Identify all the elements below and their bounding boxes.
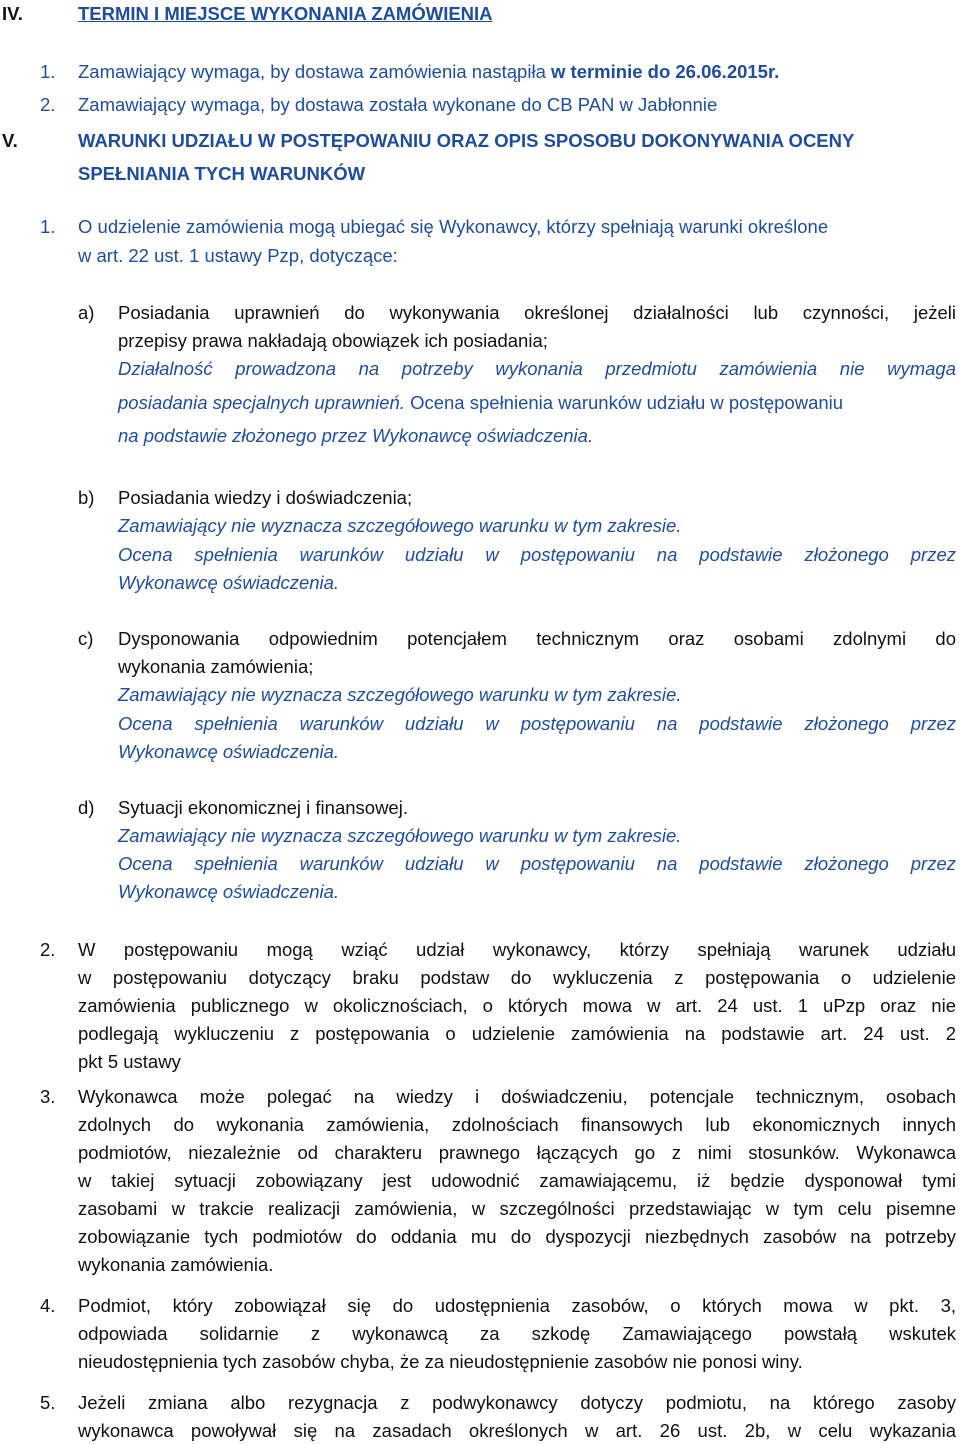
v-p1-num: 1.: [40, 216, 56, 237]
section-iv-numeral: IV.: [2, 3, 23, 24]
v-d-line2: Zamawiający nie wyznacza szczegółowego warunku w tym zakresie.: [118, 825, 682, 846]
v-p5-num: 5.: [40, 1392, 56, 1413]
v-a-letter: a): [78, 302, 95, 323]
section-v-numeral: V.: [2, 130, 18, 151]
v-b-line4: Wykonawcę oświadczenia.: [118, 572, 340, 593]
v-p4-line2: odpowiada solidarnie z wykonawcą za szkodę Zamawiającego powstałą wskutek: [78, 1323, 956, 1344]
section-iv-title: TERMIN I MIEJSCE WYKONANIA ZAMÓWIENIA: [78, 3, 493, 24]
v-p2-line3: zamówienia publicznego w okolicznościach, o których mowa w art. 24 ust. 1 uPzp oraz nie: [78, 995, 956, 1016]
v-d-line4: Wykonawcę oświadczenia.: [118, 881, 340, 902]
v-p2-line4: podlegają wykluczeniu z postępowania o udzielenie zamówienia na podstawie art. 24 ust. 2: [78, 1023, 956, 1044]
v-a-line4: [118, 392, 843, 414]
section-iv-item2-num: 2.: [40, 94, 56, 115]
section-v-title-line2: SPEŁNIANIA TYCH WARUNKÓW: [78, 163, 366, 184]
v-p2-line1: W postępowaniu mogą wziąć udział wykonawcy, którzy spełniają warunek udziału: [78, 939, 956, 960]
v-p2-line2: w postępowaniu dotyczący braku podstaw do wykluczenia z postępowania o udzielenie: [78, 967, 956, 988]
v-b-line3: Ocena spełnienia warunków udziału w postępowaniu na podstawie złożonego przez: [118, 544, 956, 565]
v-a-line1: Posiadania uprawnień do wykonywania określonej działalności lub czynności, jeżeli: [118, 302, 956, 323]
v-p3-line7: wykonania zamówienia.: [78, 1254, 274, 1275]
v-c-line4: Ocena spełnienia warunków udziału w postępowaniu na podstawie złożonego przez: [118, 713, 956, 734]
v-c-letter: c): [78, 628, 94, 649]
v-p5-line1: Jeżeli zmiana albo rezygnacja z podwykonawcy dotyczy podmiotu, na którego zasoby: [78, 1392, 956, 1413]
v-b-letter: b): [78, 487, 95, 508]
section-iv-item2: Zamawiający wymaga, by dostawa została wykonane do CB PAN w Jabłonnie: [78, 94, 718, 115]
v-p3-num: 3.: [40, 1086, 56, 1107]
v-p2-line5: pkt 5 ustawy: [78, 1051, 181, 1072]
section-v-title-line1: WARUNKI UDZIAŁU W POSTĘPOWANIU ORAZ OPIS SPOSOBU DOKONYWANIA OCENY: [78, 130, 855, 151]
v-p3-line5: zasobami w trakcie realizacji zamówienia, w szczególności przedstawiając w tym celu pisemne: [78, 1198, 956, 1219]
section-iv-item1: [78, 61, 779, 83]
v-p4-line1: Podmiot, który zobowiązał się do udostępnienia zasobów, o których mowa w pkt. 3,: [78, 1295, 956, 1316]
v-p4-line3: nieudostępnienia tych zasobów chyba, że za nieudostępnienie zasobów nie ponosi winy.: [78, 1351, 803, 1372]
v-p3-line3: podmiotów, niezależnie od charakteru prawnego łączących go z nimi stosunków. Wykonawca: [78, 1142, 956, 1163]
section-iv-item1-deadline: w terminie do 26.06.2015r.: [551, 61, 780, 82]
v-c-line5: Wykonawcę oświadczenia.: [118, 741, 340, 762]
v-p2-num: 2.: [40, 939, 56, 960]
v-d-letter: d): [78, 797, 95, 818]
v-a-line4-italic: posiadania specjalnych uprawnień.: [118, 392, 405, 413]
v-p5-line2: wykonawca powoływał się na zasadach określonych w art. 26 ust. 2b, w celu wykazania: [78, 1420, 956, 1441]
v-b-line1: Posiadania wiedzy i doświadczenia;: [118, 487, 413, 508]
v-c-line1: Dysponowania odpowiednim potencjałem technicznym oraz osobami zdolnymi do: [118, 628, 956, 649]
v-p3-line1: Wykonawca może polegać na wiedzy i doświadczeniu, potencjale technicznym, osobach: [78, 1086, 956, 1107]
section-iv-item1-text: Zamawiający wymaga, by dostawa zamówienia nastąpiła: [78, 61, 551, 82]
v-d-line1: Sytuacji ekonomicznej i finansowej.: [118, 797, 408, 818]
v-a-line5: na podstawie złożonego przez Wykonawcę oświadczenia.: [118, 425, 594, 446]
v-c-line2: wykonania zamówienia;: [118, 656, 314, 677]
v-a-line3: Działalność prowadzona na potrzeby wykonania przedmiotu zamówienia nie wymaga: [118, 358, 956, 379]
v-b-line2: Zamawiający nie wyznacza szczegółowego warunku w tym zakresie.: [118, 515, 682, 536]
v-d-line3: Ocena spełnienia warunków udziału w postępowaniu na podstawie złożonego przez: [118, 853, 956, 874]
section-iv-item1-num: 1.: [40, 61, 56, 82]
v-c-line3: Zamawiający nie wyznacza szczegółowego warunku w tym zakresie.: [118, 684, 682, 705]
v-a-line4-ocena: Ocena spełnienia warunków udziału w postępowaniu: [404, 392, 844, 413]
v-p3-line2: zdolnych do wykonania zamówienia, zdolnościach finansowych lub ekonomicznych innych: [78, 1114, 956, 1135]
v-p4-num: 4.: [40, 1295, 56, 1316]
v-p1-line2: w art. 22 ust. 1 ustawy Pzp, dotyczące:: [78, 245, 398, 266]
v-p3-line6: zobowiązanie tych podmiotów do oddania mu do dyspozycji niezbędnych zasobów na potrzeby: [78, 1226, 956, 1247]
v-p1-line1: O udzielenie zamówienia mogą ubiegać się Wykonawcy, którzy spełniają warunki określone: [78, 216, 829, 237]
v-p3-line4: w takiej sytuacji zobowiązany jest udowodnić zamawiającemu, iż będzie dysponował tymi: [78, 1170, 956, 1191]
v-a-line2: przepisy prawa nakładają obowiązek ich posiadania;: [118, 330, 548, 351]
